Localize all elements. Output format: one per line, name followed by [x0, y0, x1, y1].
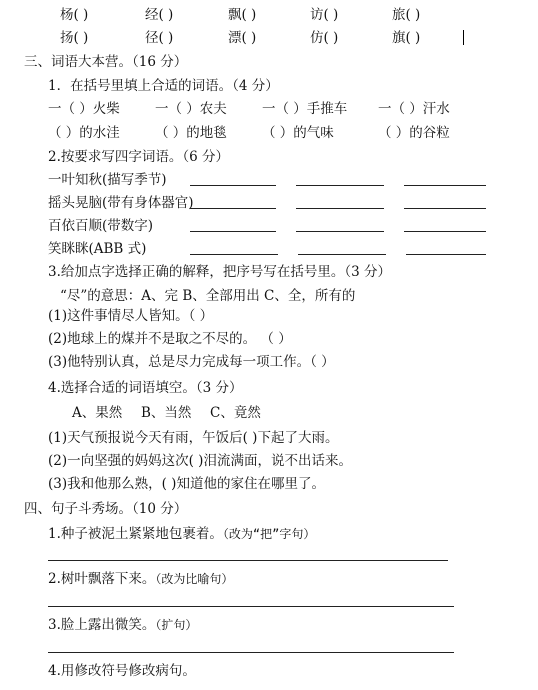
answer-line[interactable]: [48, 560, 448, 561]
answer-line[interactable]: [406, 254, 486, 255]
fill-word-7: （ ）的气味: [262, 125, 334, 141]
q3-4-title: 4.选择合适的词语填空。（3 分）: [48, 380, 243, 396]
q4-4-text: 4.用修改符号修改病句。: [48, 663, 196, 679]
fill-word-5: （ ）的水洼: [48, 125, 120, 141]
word-option-c: C、竟然: [210, 405, 261, 421]
answer-line[interactable]: [296, 185, 384, 186]
idiom-prompt-3: 百依百顺(带数字): [48, 218, 154, 234]
q4-2-hint: （改为比喻句）: [155, 572, 234, 586]
answer-line[interactable]: [404, 231, 486, 232]
answer-line[interactable]: [296, 231, 384, 232]
fill-word-4: 一（ ）汗水: [378, 101, 450, 117]
section-4-title: 四、句子斗秀场。（10 分）: [24, 501, 188, 517]
char-fill-7: 径( ): [145, 30, 174, 46]
fill-word-3: 一（ ）手推车: [262, 101, 348, 117]
q3-2-title: 2.按要求写四字词语。（6 分）: [48, 149, 230, 165]
answer-line[interactable]: [298, 254, 386, 255]
q3-1-title: 1．在括号里填上合适的词语。（4 分）: [48, 78, 279, 94]
fill-word-6: （ ）的地毯: [155, 125, 227, 141]
char-fill-9: 仿( ): [310, 30, 339, 46]
char-fill-1: 杨( ): [60, 7, 89, 23]
q3-3-title: 3.给加点字选择正确的解释，把序号写在括号里。（3 分）: [48, 264, 392, 280]
char-fill-8: 漂( ): [228, 30, 257, 46]
q4-1-text: [48, 525, 315, 543]
char-fill-6: 扬( ): [60, 30, 89, 46]
answer-line[interactable]: [190, 254, 278, 255]
text-cursor: [463, 30, 464, 45]
idiom-prompt-4: 笑眯眯(ABB 式): [48, 241, 147, 257]
answer-line[interactable]: [48, 652, 454, 653]
section-3-title: 三、词语大本营。（16 分）: [24, 54, 188, 70]
fill-word-1: 一（ ）火柴: [48, 101, 120, 117]
fill-word-8: （ ）的谷粒: [378, 125, 450, 141]
idiom-prompt-1: 一叶知秋(描写季节): [48, 172, 167, 188]
answer-line[interactable]: [404, 185, 486, 186]
q4-3-hint: （扩句）: [155, 618, 198, 632]
q4-3-text: [48, 616, 197, 634]
answer-line[interactable]: [190, 231, 276, 232]
char-fill-3: 飘( ): [228, 7, 257, 23]
word-option-a: A、果然: [72, 405, 123, 421]
word-option-b: B、当然: [141, 405, 192, 421]
q3-3-item-1: (1)这件事情尽人皆知。（ ）: [48, 308, 214, 324]
char-fill-5: 旅( ): [392, 7, 421, 23]
q4-1-hint: （改为“把”字句）: [222, 527, 316, 541]
idiom-prompt-2: 摇头晃脑(带有身体器官): [48, 195, 194, 211]
q4-2-sentence: 2.树叶飘落下来。: [48, 571, 156, 587]
fill-word-2: 一（ ）农夫: [155, 101, 227, 117]
q3-4-item-3: (3)我和他那么熟，( )知道他的家住在哪里了。: [48, 476, 325, 492]
q3-4-item-2: (2)一向坚强的妈妈这次( )泪流满面，说不出话来。: [48, 453, 352, 469]
answer-line[interactable]: [296, 208, 384, 209]
char-fill-2: 经( ): [145, 7, 174, 23]
answer-line[interactable]: [190, 208, 276, 209]
char-fill-10: 旗( ): [392, 30, 421, 46]
char-fill-4: 访( ): [310, 7, 339, 23]
answer-line[interactable]: [48, 606, 454, 607]
q4-3-sentence: 3.脸上露出微笑。: [48, 617, 156, 633]
q3-4-item-1: (1)天气预报说今天有雨，午饭后( )下起了大雨。: [48, 430, 339, 446]
q4-1-sentence: 1.种子被泥土紧紧地包裹着。: [48, 526, 223, 542]
meaning-options: “尽”的意思：A、完 B、全部用出 C、全，所有的: [60, 288, 356, 304]
q3-3-item-3: (3)他特别认真，总是尽力完成每一项工作。（ ）: [48, 354, 335, 370]
answer-line[interactable]: [190, 185, 276, 186]
q3-3-item-2: (2)地球上的煤并不是取之不尽的。 （ ）: [48, 331, 292, 347]
answer-line[interactable]: [404, 208, 486, 209]
q4-2-text: [48, 570, 233, 588]
